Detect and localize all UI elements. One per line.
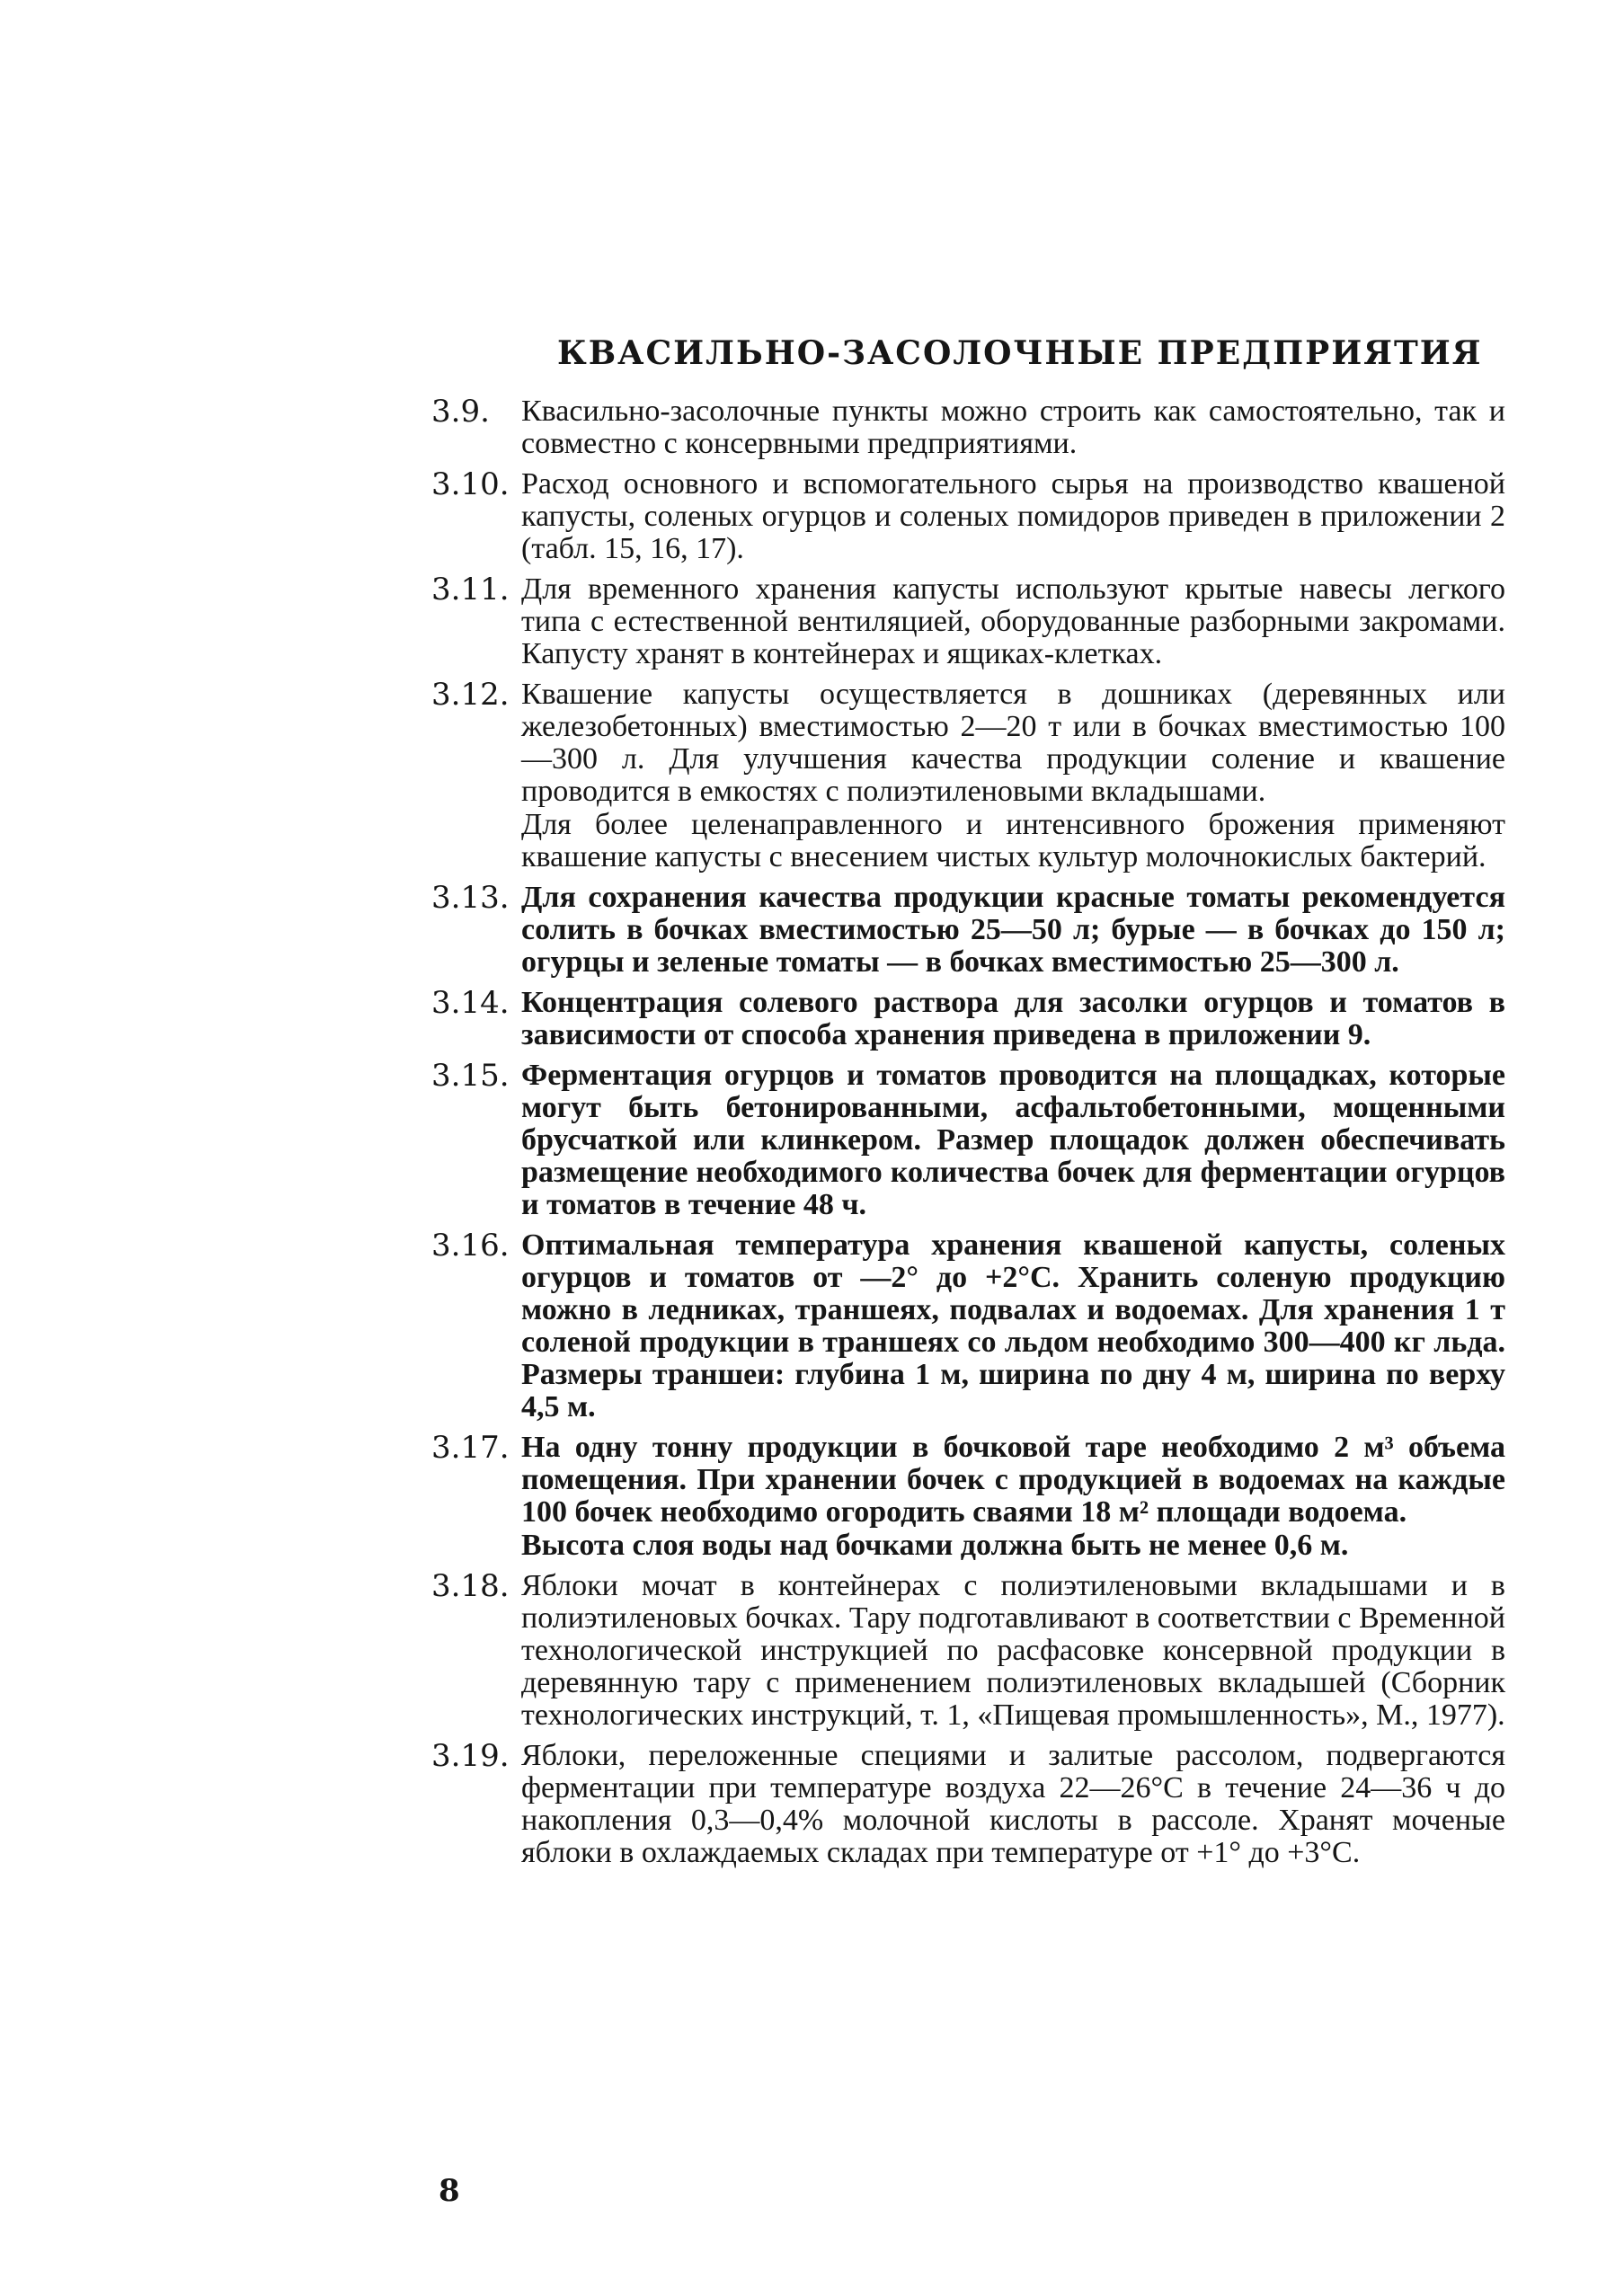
clause-text: Для временного хранения капусты используют крытые навесы легкого типа с естественной вентиляцией, оборудованные разборными закромами. Капусту хранят в контейнерах и ящиках-клетках. bbox=[521, 572, 1505, 670]
clause-3-10 bbox=[431, 468, 1510, 565]
clause-body bbox=[521, 573, 1505, 670]
clause-3-13 bbox=[431, 882, 1510, 979]
clause-text: Яблоки мочат в контейнерах с полиэтиленовыми вкладышами и в полиэтиленовых бочках. Тару подготавливают в соответствии с Временной технологической инструкцией по расфасовке консервной продукции в деревянную тару с применением полиэтиленовых вкладышей (Сборник технологических инструкций, т. 1, «Пищевая промышленность», М., 1977). bbox=[521, 1569, 1505, 1732]
clause-body bbox=[521, 987, 1505, 1051]
clause-body bbox=[521, 1570, 1505, 1732]
clause-body bbox=[521, 395, 1505, 460]
page-number: 8 bbox=[439, 2173, 460, 2209]
clause-body bbox=[521, 1740, 1505, 1869]
clause-text: Квашение капусты осуществляется в дошниках (деревянных или железобетонных) вместимостью 2—20 т или в бочках вместимостью 100—300 л. Для улучшения качества продукции соление и квашение проводится в емкостях с полиэтиленовыми вкладышами. bbox=[521, 678, 1505, 808]
clause-text: Концентрация солевого раствора для засолки огурцов и томатов в зависимости от способа хранения приведена в приложении 9. bbox=[521, 986, 1505, 1051]
clause-3-9 bbox=[431, 395, 1510, 460]
clause-number: 3.11. bbox=[431, 572, 510, 607]
clause-text: Квасильно-засолочные пункты можно строить как самостоятельно, так и совместно с консервными предприятиями. bbox=[521, 395, 1505, 460]
clause-number: 3.13. bbox=[431, 880, 510, 916]
clause-number: 3.16. bbox=[431, 1228, 510, 1264]
clause-number: 3.9. bbox=[431, 394, 490, 430]
clause-text: На одну тонну продукции в бочковой таре необходимо 2 м³ объема помещения. При хранении бочек с продукцией в водоемах на каждые 100 бочек необходимо огородить сваями 18 м² площади водоема. bbox=[521, 1431, 1505, 1529]
clause-body bbox=[521, 1060, 1505, 1221]
clause-3-15 bbox=[431, 1060, 1510, 1221]
clause-3-14 bbox=[431, 987, 1510, 1051]
clause-text: Оптимальная температура хранения квашеной капусты, соленых огурцов и томатов от —2° до +2°С. Хранить соленую продукцию можно в ледниках, траншеях, подвалах и водоемах. Для хранения 1 т соленой продукции в траншеях со льдом необходимо 300—400 кг льда. Размеры траншеи: глубина 1 м, ширина по дну 4 м, ширина по верху 4,5 м. bbox=[521, 1228, 1505, 1423]
clause-3-11 bbox=[431, 573, 1510, 670]
clause-number: 3.17. bbox=[431, 1430, 510, 1466]
clause-3-17 bbox=[431, 1432, 1510, 1562]
clause-3-19 bbox=[431, 1740, 1510, 1869]
clause-number: 3.18. bbox=[431, 1568, 510, 1604]
clause-body bbox=[521, 1229, 1505, 1423]
clause-body bbox=[521, 468, 1505, 565]
section-heading: КВАСИЛЬНО-ЗАСОЛОЧНЫЕ ПРЕДПРИЯТИЯ bbox=[557, 334, 1483, 372]
clause-number: 3.10. bbox=[431, 466, 510, 502]
clause-body bbox=[521, 678, 1505, 873]
clause-number: 3.15. bbox=[431, 1058, 510, 1094]
clause-text: Высота слоя воды над бочками должна быть не менее 0,6 м. bbox=[521, 1529, 1349, 1562]
clause-body bbox=[521, 1432, 1505, 1562]
clause-text: Для более целенаправленного и интенсивного брожения применяют квашение капусты с внесением чистых культур молочнокислых бактерий. bbox=[521, 808, 1505, 873]
clause-number: 3.14. bbox=[431, 985, 510, 1021]
clause-text: Расход основного и вспомогательного сырья на производство квашеной капусты, соленых огурцов и соленых помидоров приведен в приложении 2 (табл. 15, 16, 17). bbox=[521, 467, 1505, 565]
clause-list bbox=[431, 395, 1510, 1877]
clause-number: 3.12. bbox=[431, 677, 510, 713]
clause-body bbox=[521, 882, 1505, 979]
clause-3-18 bbox=[431, 1570, 1510, 1732]
clause-text: Для сохранения качества продукции красные томаты рекомендуется солить в бочках вместимостью 25—50 л; бурые — в бочках до 150 л; огурцы и зеленые томаты — в бочках вместимостью 25—300 л. bbox=[521, 881, 1505, 979]
clause-3-16 bbox=[431, 1229, 1510, 1423]
clause-3-12 bbox=[431, 678, 1510, 873]
clause-text: Ферментация огурцов и томатов проводится на площадках, которые могут быть бетонированными, асфальтобетонными, мощенными брусчаткой или клинкером. Размер площадок должен обеспечивать размещение необходимого количества бочек для ферментации огурцов и томатов в течение 48 ч. bbox=[521, 1059, 1505, 1221]
clause-number: 3.19. bbox=[431, 1738, 510, 1774]
clause-text: Яблоки, переложенные специями и залитые рассолом, подвергаются ферментации при температуре воздуха 22—26°С в течение 24—36 ч до накопления 0,3—0,4% молочной кислоты в рассоле. Хранят моченые яблоки в охлаждаемых складах при температуре от +1° до +3°С. bbox=[521, 1739, 1505, 1869]
